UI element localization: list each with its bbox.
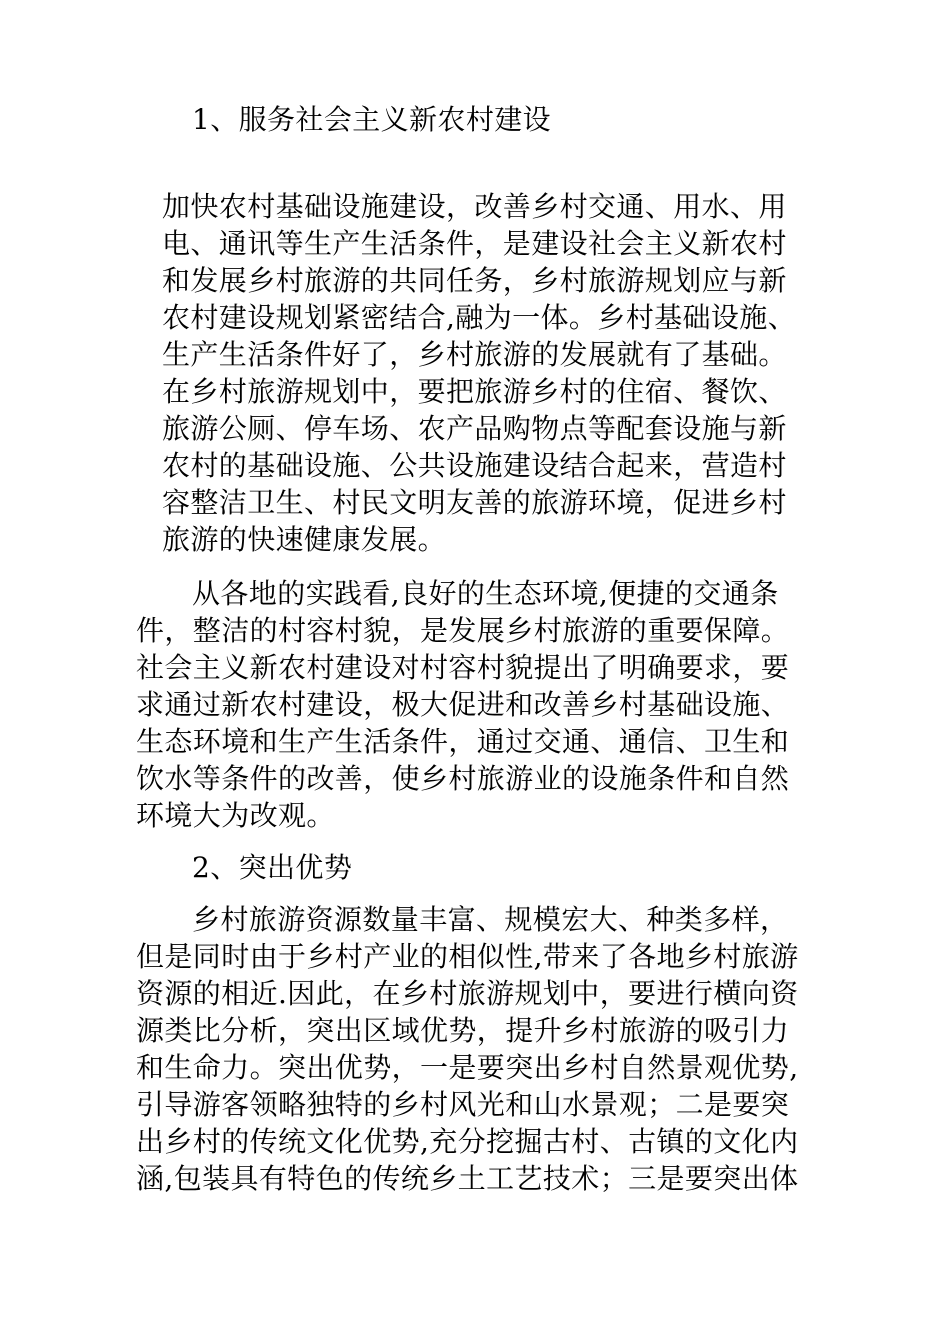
paragraph-line: 涵,包装具有特色的传统乡土工艺技术；三是要突出体 [136,1162,799,1195]
section-heading-2: 2、突出优势 [192,851,353,884]
paragraph-line: 容整洁卫生、村民文明友善的旅游环境，促进乡村 [162,486,787,519]
paragraph-line: 但是同时由于乡村产业的相似性,带来了各地乡村旅游 [136,940,799,973]
paragraph-line: 从各地的实践看,良好的生态环境,便捷的交通条 [192,577,779,610]
paragraph-line: 环境大为改观。 [136,799,335,832]
paragraph-line: 和生命力。突出优势，一是要突出乡村自然景观优势, [136,1051,799,1084]
paragraph-line: 社会主义新农村建设对村容村貌提出了明确要求，要 [136,651,790,684]
paragraph-line: 生产生活条件好了，乡村旅游的发展就有了基础。 [162,338,787,371]
paragraph-line: 生态环境和生产生活条件，通过交通、通信、卫生和 [136,725,790,758]
paragraph-line: 农村的基础设施、公共设施建设结合起来，营造村 [162,449,787,482]
paragraph-line: 在乡村旅游规划中，要把旅游乡村的住宿、餐饮、 [162,375,787,408]
paragraph-line: 引导游客领略独特的乡村风光和山水景观；二是要突 [136,1088,790,1121]
paragraph-line: 乡村旅游资源数量丰富、规模宏大、种类多样， [192,903,789,936]
paragraph-line: 加快农村基础设施建设，改善乡村交通、用水、用 [162,190,787,223]
paragraph-line: 旅游公厕、停车场、农产品购物点等配套设施与新 [162,412,787,445]
paragraph-line: 源类比分析，突出区域优势，提升乡村旅游的吸引力 [136,1014,790,1047]
paragraph-line: 求通过新农村建设，极大促进和改善乡村基础设施、 [136,688,790,721]
paragraph-line: 件，整洁的村容村貌，是发展乡村旅游的重要保障。 [136,614,790,647]
paragraph-line: 农村建设规划紧密结合,融为一体。乡村基础设施、 [162,301,797,334]
paragraph-line: 和发展乡村旅游的共同任务，乡村旅游规划应与新 [162,264,787,297]
paragraph-line: 出乡村的传统文化优势,充分挖掘古村、古镇的文化内 [136,1125,799,1158]
paragraph-line: 旅游的快速健康发展。 [162,523,447,556]
paragraph-line: 饮水等条件的改善，使乡村旅游业的设施条件和自然 [136,762,790,795]
section-heading-1: 1、服务社会主义新农村建设 [192,103,552,136]
paragraph-line: 电、通讯等生产生活条件，是建设社会主义新农村 [162,227,787,260]
paragraph-line: 资源的相近.因此，在乡村旅游规划中，要进行横向资 [136,977,799,1010]
